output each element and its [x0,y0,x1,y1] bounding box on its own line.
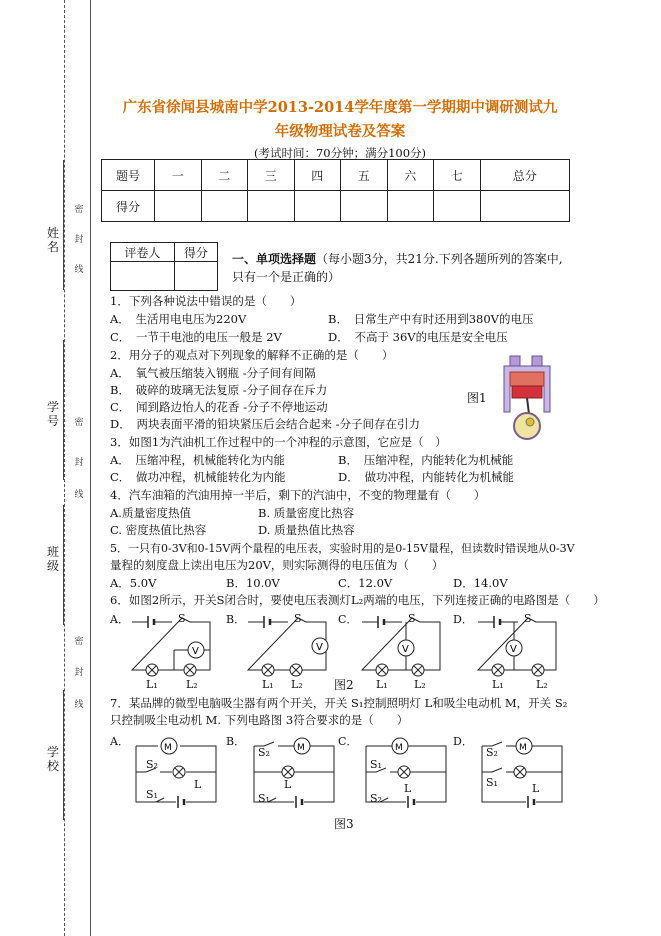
q4-option-d[interactable]: D. 质量热值比热容 [258,523,355,537]
name-write-line [63,160,64,290]
score-header-cell: 题号 [102,160,155,191]
class-label: 班级 [46,545,59,573]
score-cell[interactable] [248,191,295,222]
q6-circuit-d[interactable] [474,612,560,672]
q4-stem: 4．汽车油箱的汽油用掉一半后，剩下的汽油中，不变的物理量有（ ） [110,488,486,502]
q4-option-a[interactable]: A.质量密度热值 [110,506,191,520]
seal-mi-2: 密 [74,418,84,428]
q3-option-a[interactable]: A． 压缩冲程，机械能转化为内能 [110,453,286,467]
q6-stem: 6．如图2所示，开关S闭合时，要使电压表测灯L₂两端的电压，下列连接正确的电路图是（ ） [110,593,605,607]
section1-heading [232,251,577,268]
q7-option-b[interactable]: B． [226,735,246,748]
seal-feng-2: 封 [74,458,84,468]
svg-text:M: M [297,743,305,753]
seal-xian-3: 线 [74,700,84,710]
score-header-cell: 五 [341,160,388,191]
exam-info: (考试时间：70分钟；满分100分) [253,146,427,160]
svg-text:V: V [402,644,409,655]
q7-c-s2-label: S₂ [370,792,382,805]
score-cell[interactable] [480,191,570,222]
q5-stem-line2: 量程的刻度盘上读出电压为20V，则实际测得的电压值为（ ） [110,558,444,572]
grader-cell[interactable] [111,262,175,291]
q7-option-d[interactable]: D． [453,735,473,748]
figure-2-label: 图2 [334,678,354,692]
q7-a-lamp-label: L [194,778,202,791]
svg-text:V: V [192,646,199,657]
q7-b-s2-label: S₂ [258,746,270,759]
seal-mi-1: 密 [74,205,84,215]
svg-text:M: M [164,743,172,753]
seal-mi-3: 密 [74,637,84,647]
q7-circuit-a[interactable] [128,738,220,808]
svg-text:M: M [519,743,527,753]
q4-option-c[interactable]: C. 密度热值比热容 [110,523,207,537]
score-cell[interactable] [201,191,248,222]
q6-circuit-c[interactable] [358,612,444,672]
q2-option-c[interactable]: C． 闻到路边怡人的花香 -分子不停地运动 [110,400,328,414]
q7-option-a[interactable]: A． [110,735,129,748]
score-row-label: 得分 [102,191,155,222]
q7-stem: 7．某品牌的微型电脑吸尘器有两个开关，开关 S₁控制照明灯 L和吸尘电动机 M，开关 S₂ [110,696,568,710]
q6-c-switch-label: S [408,612,416,625]
score-header-cell: 七 [434,160,481,191]
score-cell[interactable] [434,191,481,222]
figure-1-label: 图1 [467,391,487,405]
q6-c-lamp1-label: L₁ [376,678,388,691]
q5-stem: 5．一只有0-3V和0-15V两个量程的电压表，实验时用的是0-15V量程，但读数时错误地从0-3V [110,542,575,555]
q5-option-a[interactable]: A．5.0V [110,576,157,590]
q3-option-c[interactable]: C． 做功冲程，机械能转化为内能 [110,470,286,484]
q2-option-d[interactable]: D． 两块表面平滑的铅块紧压后会结合起来 -分子间存在引力 [110,417,421,431]
q7-c-s1-label: S₁ [370,758,382,771]
score-header-cell: 三 [248,160,295,191]
q7-a-s2-label: S₂ [146,758,158,771]
q6-d-switch-label: S [524,612,532,625]
q7-d-lamp-label: L [532,782,540,795]
q6-option-b[interactable]: B． [226,613,246,626]
exam-title-line1: 广东省徐闻县城南中学2013-2014学年度第一学期期中调研测试九 [122,99,558,116]
figure-3-label: 图3 [334,817,354,831]
seal-feng-3: 封 [74,668,84,678]
q6-b-lamp1-label: L₁ [262,678,274,691]
grader-table [110,242,218,291]
q2-option-a[interactable]: A． 氧气被压缩装入钢瓶 -分子间有间隔 [110,366,316,380]
score-header-cell: 二 [201,160,248,191]
grader-header-cell: 得分 [174,243,217,262]
score-header-cell: 一 [155,160,202,191]
q6-circuit-a[interactable] [128,612,214,672]
score-cell[interactable] [341,191,388,222]
name-label: 姓名 [46,226,59,254]
q6-option-d[interactable]: D． [453,613,473,626]
q7-d-s1-label: S₁ [486,776,498,789]
q1-option-c[interactable]: C． 一节干电池的电压一般是 2V [110,330,282,344]
score-header-cell: 六 [387,160,434,191]
q5-option-c[interactable]: C．12.0V [338,576,393,590]
q7-c-lamp-label: L [404,782,412,795]
id-write-line [63,340,64,480]
seal-feng-1: 封 [74,235,84,245]
score-header-cell: 总分 [480,160,570,191]
school-write-line [63,690,64,820]
section1-desc1: （每小题3分，共21分.下列各题所列的答案中, [316,252,563,266]
q7-b-lamp-label: L [284,778,292,791]
q7-option-c[interactable]: C． [338,735,358,748]
q4-option-b[interactable]: B. 质量密度比热容 [258,506,355,520]
score-table [101,159,570,222]
school-label: 学校 [46,745,59,773]
q6-b-lamp2-label: L₂ [291,678,303,691]
svg-text:V: V [510,644,517,655]
q6-a-switch-label: S [178,612,186,625]
score-table-score-row [102,191,570,222]
score-header-cell: 四 [294,160,341,191]
q1-option-a[interactable]: A． 生活用电电压为220V [110,312,247,326]
q6-option-a[interactable]: A． [110,613,129,626]
binding-margin-solid-line [90,0,91,936]
q3-option-b[interactable]: B． 压缩冲程，内能转化为机械能 [338,453,514,467]
q5-option-d[interactable]: D．14.0V [453,576,508,590]
q7-b-s1-label: S₁ [258,792,270,805]
q6-a-lamp2-label: L₂ [186,678,198,691]
q2-option-b[interactable]: B． 破碎的玻璃无法复原 -分子间存在斥力 [110,383,328,397]
score-cell[interactable] [155,191,202,222]
q6-a-lamp1-label: L₁ [146,678,158,691]
engine-cylinder-figure [500,352,554,442]
q3-option-d[interactable]: D． 做功冲程，内能转化为机械能 [338,470,514,484]
class-write-line [63,505,64,625]
q6-option-c[interactable]: C． [338,613,358,626]
grader-header-cell: 评卷人 [111,243,175,262]
q6-d-lamp2-label: L₂ [536,678,548,691]
seal-xian-2: 线 [74,490,84,500]
section1-desc2: 只有一个是正确的） [232,270,341,284]
score-table-header-row [102,160,570,191]
q6-c-lamp2-label: L₂ [414,678,426,691]
q7-d-s2-label: S₂ [486,746,498,759]
q1-stem: 1．下列各种说法中错误的是（ ） [110,294,302,308]
q3-stem: 3．如图1为汽油机工作过程中的一个冲程的示意图，它应是（ ） [110,435,447,449]
q5-option-b[interactable]: B．10.0V [226,576,280,590]
svg-text:M: M [395,743,403,753]
q6-b-switch-label: S [294,612,302,625]
binding-margin-dashed-line [64,0,65,936]
q7-a-s1-label: S₁ [146,788,158,801]
q1-option-b[interactable]: B． 日常生产中有时还用到380V的电压 [328,312,534,326]
q2-stem: 2．用分子的观点对下列现象的解释不正确的是（ ） [110,348,394,362]
q6-d-lamp1-label: L₁ [492,678,504,691]
svg-text:V: V [316,642,323,653]
q1-option-d[interactable]: D． 不高于 36V的电压是安全电压 [328,330,508,344]
score-cell[interactable] [387,191,434,222]
section1-title: 一、单项选择题 [232,252,317,266]
exam-title-line2: 年级物理试卷及答案 [274,123,406,140]
seal-xian-1: 线 [74,265,84,275]
q7-stem-line2: 只控制吸尘电动机 M. 下列电路图 3符合要求的是（ ） [110,713,409,727]
grader-cell[interactable] [174,262,217,291]
q6-circuit-b[interactable] [244,612,330,672]
id-label: 学号 [46,400,59,428]
score-cell[interactable] [294,191,341,222]
